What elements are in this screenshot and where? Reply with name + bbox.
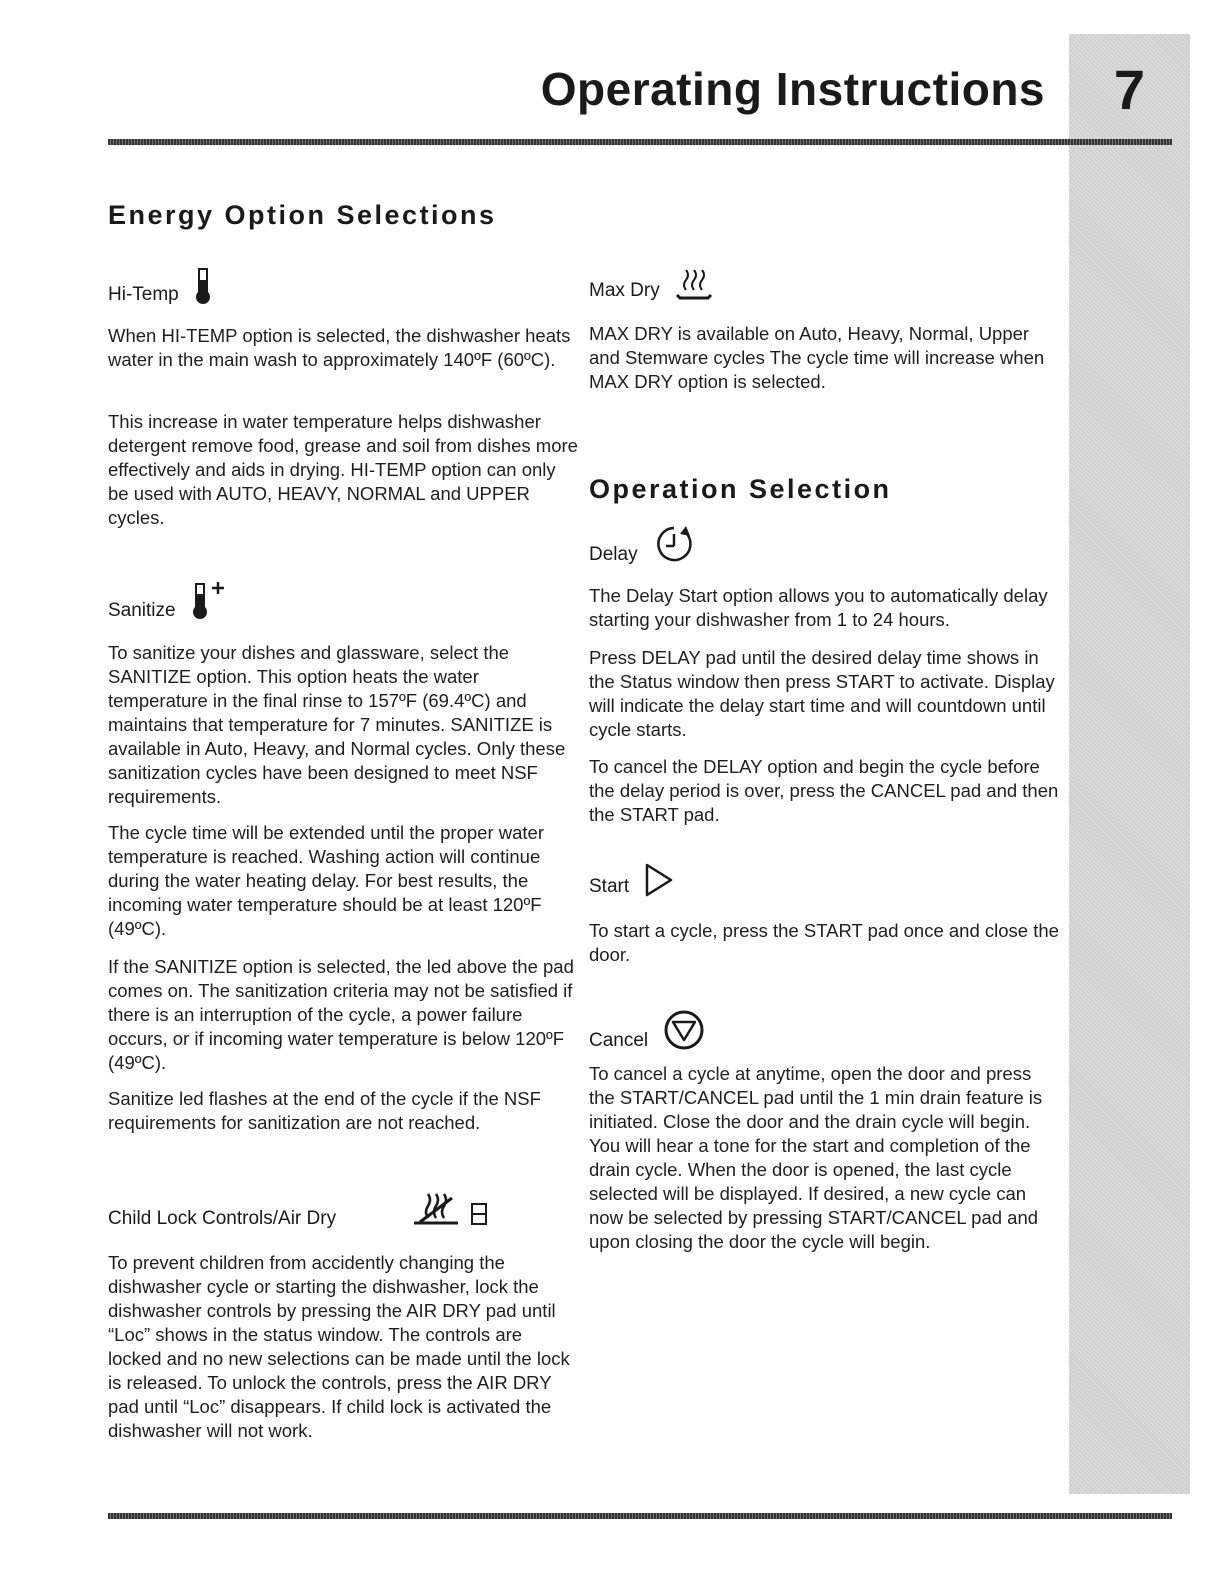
page-title: Operating Instructions [540, 63, 1045, 115]
delay-title-row [589, 522, 696, 566]
cancel-paragraph-1: To cancel a cycle at anytime, open the door and press the START/CANCEL pad until the 1 min drain feature is initiated. Close the door and the drain cycle will begin. You will hear a tone for the start and completion of the drain cycle. When the door is opened, the last cycle selected will be displayed. If desired, a new cycle can now be selected by pressing START/CANCEL pad and upon closing the door the cycle will begin. [589, 1063, 1043, 1252]
clock-icon [652, 522, 696, 566]
max-dry-title: Max Dry [589, 280, 660, 301]
thermometer-plus-icon [190, 580, 226, 622]
start-title-row [589, 862, 675, 898]
child-lock-title: Child Lock Controls/Air Dry [108, 1208, 337, 1229]
play-icon [643, 862, 675, 898]
child-lock-paragraph-1: To prevent children from accidently changing the dishwasher cycle or starting the dishwasher, lock the dishwasher controls by pressing the AIR DRY pad until “Loc” shows in the status window. The controls are locked and no new selections can be made until the lock is released. To unlock the controls, press the AIR DRY pad until “Loc” disappears. If child lock is activated the dishwasher will not work. [108, 1252, 570, 1441]
operation-heading: Operation Selection [589, 474, 892, 504]
cancel-title-row [589, 1008, 706, 1052]
page-number: 7 [1113, 58, 1146, 121]
sanitize-title-row [108, 580, 226, 622]
energy-heading: Energy Option Selections [108, 200, 497, 230]
sanitize-paragraph-1: To sanitize your dishes and glassware, select the SANITIZE option. This option heats the water temperature in the final rinse to 157ºF (69.4ºC) and maintains that temperature for 7 minutes. SANITIZE is available in Auto, Heavy, and Normal cycles. Only these sanitization cycles have been designed to meet NSF requirements. [108, 642, 566, 807]
sanitize-title: Sanitize [108, 600, 176, 621]
delay-paragraph-2: Press DELAY pad until the desired delay time shows in the Status window then press START to activate. Display will indicate the delay start time and will countdown until cycle starts. [589, 647, 1055, 740]
hi-temp-paragraph-2: This increase in water temperature helps dishwasher detergent remove food, grease and soil from dishes more effectively and aids in drying. HI-TEMP option can only be used with AUTO, HEAVY, NORMAL and UPPER cycles. [108, 411, 578, 528]
delay-paragraph-3: To cancel the DELAY option and begin the cycle before the delay period is over, press the CANCEL pad and then the START pad. [589, 756, 1059, 825]
delay-title: Delay [589, 544, 638, 565]
air-dry-lock-icon [406, 1190, 496, 1230]
max-dry-paragraph-1: MAX DRY is available on Auto, Heavy, Normal, Upper and Stemware cycles The cycle time will increase when MAX DRY option is selected. [589, 323, 1045, 392]
max-dry-title-row [589, 266, 714, 302]
sanitize-paragraph-3: If the SANITIZE option is selected, the led above the pad comes on. The sanitization criteria may not be satisfied if there is an interruption of the cycle, a power failure occurs, or if incoming water temperature is below 120ºF (49ºC). [108, 956, 574, 1073]
hi-temp-title: Hi-Temp [108, 284, 179, 305]
cancel-icon [662, 1008, 706, 1052]
thermometer-icon [193, 268, 213, 306]
steam-icon [674, 266, 714, 302]
hi-temp-paragraph-1: When HI-TEMP option is selected, the dishwasher heats water in the main wash to approximately 140ºF (60ºC). [108, 325, 571, 370]
delay-paragraph-1: The Delay Start option allows you to automatically delay starting your dishwasher from 1 to 24 hours. [589, 585, 1048, 630]
child-lock-title-row [108, 1190, 496, 1230]
cancel-title: Cancel [589, 1030, 649, 1051]
sanitize-paragraph-2: The cycle time will be extended until the proper water temperature is reached. Washing action will continue during the water heating delay. For best results, the incoming water temperature should be at least 120ºF (49ºC). [108, 822, 544, 939]
sanitize-paragraph-4: Sanitize led flashes at the end of the cycle if the NSF requirements for sanitization are not reached. [108, 1088, 541, 1133]
start-title: Start [589, 876, 630, 897]
hi-temp-title-row [108, 268, 213, 306]
bottom-rule [108, 1513, 1172, 1519]
top-rule [108, 139, 1172, 145]
start-paragraph-1: To start a cycle, press the START pad once and close the door. [589, 920, 1059, 965]
side-tab [1069, 34, 1190, 1494]
